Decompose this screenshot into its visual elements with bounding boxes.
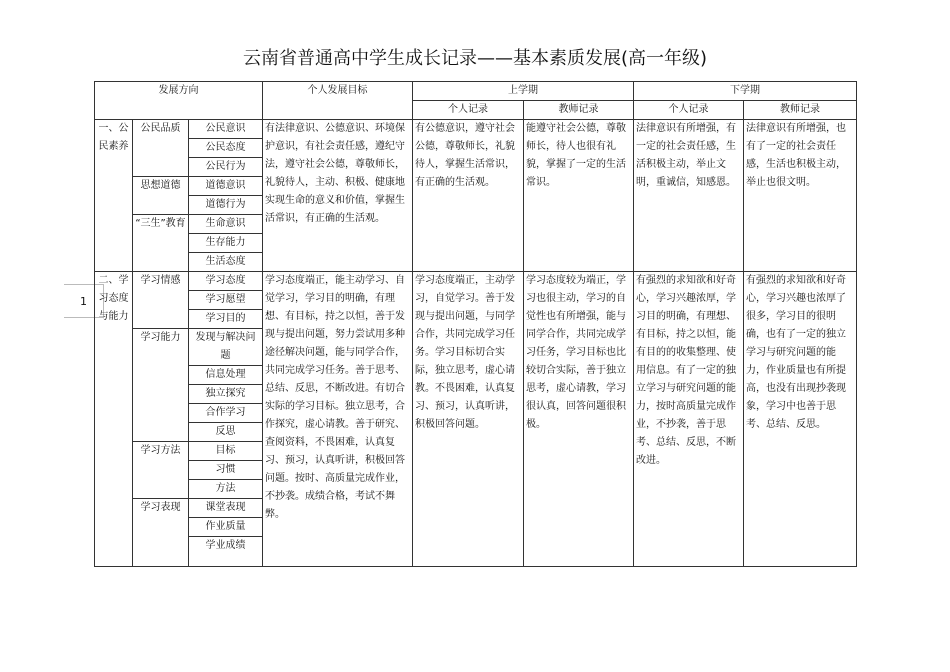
header-goal: 个人发展目标	[263, 82, 413, 120]
s1-teacher-record: 能遵守社会公德，尊敬师长，待人也很有礼貌，掌握了一定的生活常识。	[524, 120, 634, 272]
item-label: 独立探究	[189, 385, 263, 404]
item-label: 生存能力	[189, 234, 263, 253]
header-s1-teacher: 教师记录	[524, 101, 634, 120]
item-label: 学习态度	[189, 272, 263, 291]
item-label: 课堂表现	[189, 499, 263, 518]
item-label: 目标	[189, 442, 263, 461]
item-label: 道德意识	[189, 177, 263, 196]
item-label: 学业成绩	[189, 537, 263, 567]
item-label: 生命意识	[189, 215, 263, 234]
goal-text: 学习态度端正，能主动学习、自觉学习，学习目的明确，有理想、有目标，持之以恒，善于发现与提出问题，努力尝试用多种途径解决问题，能与同学合作，共同完成学习任务。善于思考、总结、反思，不断改进。有切合实际的学习目标。独立思考，合作探究，虚心请教。善于研究、查阅资料，不畏困难，认真复习、预习，认真听讲，积极回答问题。按时、高质量完成作业，不抄袭。成绩合格，考试不舞弊。	[263, 272, 413, 567]
sub-category: 学习表现	[133, 499, 189, 567]
header-semester-2: 下学期	[634, 82, 857, 101]
s1-personal-record: 学习态度端正，主动学习，自觉学习。善于发现与提出问题，与同学合作，共同完成学习任务。学习目标切合实际，独立思考，虚心请教。不畏困难，认真复习、预习，认真听讲，积极回答问题。	[413, 272, 524, 567]
header-s2-teacher: 教师记录	[744, 101, 857, 120]
sub-category: 思想道德	[133, 177, 189, 215]
s2-teacher-record: 法律意识有所增强，也有了一定的社会责任感，生活也积极主动，举止也很文明。	[744, 120, 857, 272]
sub-category: 学习情感	[133, 272, 189, 329]
item-label: 道德行为	[189, 196, 263, 215]
growth-record-table	[94, 81, 857, 567]
item-label: 公民行为	[189, 158, 263, 177]
sub-category: 公民品质	[133, 120, 189, 177]
item-label: 习惯	[189, 461, 263, 480]
item-label: 学习目的	[189, 310, 263, 329]
s1-teacher-record: 学习态度较为端正，学习也很主动，学习的自觉性也有所增强，能与同学合作，共同完成学习任务，学习目标也比较切合实际，善于独立思考，虚心请教，学习很认真，回答问题很积极。	[524, 272, 634, 567]
sub-category: 学习能力	[133, 329, 189, 442]
item-label: 信息处理	[189, 366, 263, 385]
goal-text: 有法律意识、公德意识、环境保护意识，有社会责任感，遵纪守法，遵守社会公德，尊敬师长，礼貌待人，主动、积极、健康地实现生命的意义和价值，掌握生活常识，有正确的生活观。	[263, 120, 413, 272]
header-s1-personal: 个人记录	[413, 101, 524, 120]
s2-personal-record: 法律意识有所增强，有一定的社会责任感，生活积极主动，举止文明，重诚信，知感恩。	[634, 120, 744, 272]
category-civic: 一、公民素养	[95, 120, 133, 272]
s1-personal-record: 有公德意识，遵守社会公德，尊敬师长，礼貌待人，掌握生活常识，有正确的生活观。	[413, 120, 524, 272]
header-s2-personal: 个人记录	[634, 101, 744, 120]
item-label: 反思	[189, 423, 263, 442]
page-title: 云南省普通高中学生成长记录——基本素质发展(高一年级)	[242, 48, 708, 69]
header-semester-1: 上学期	[413, 82, 634, 101]
header-direction: 发展方向	[95, 82, 263, 120]
item-label: 合作学习	[189, 404, 263, 423]
item-label: 作业质量	[189, 518, 263, 537]
item-label: 公民态度	[189, 139, 263, 158]
sub-category: 学习方法	[133, 442, 189, 499]
s2-personal-record: 有强烈的求知欲和好奇心，学习兴趣浓厚，学习目的明确，有理想、有目标，持之以恒，能有目的的收集整理、使用信息。有了一定的独立学习与研究问题的能力，按时高质量完成作业，不抄袭，善于思考、总结、反思，不断改进。	[634, 272, 744, 567]
sub-category: “三生”教育	[133, 215, 189, 272]
item-label: 生活态度	[189, 253, 263, 272]
page-number: 1	[64, 284, 104, 318]
s2-teacher-record: 有强烈的求知欲和好奇心，学习兴趣也浓厚了很多，学习目的很明确，也有了一定的独立学习与研究问题的能力，作业质量也有所提高，也没有出现抄袭现象，学习中也善于思考、总结、反思。	[744, 272, 857, 567]
item-label: 方法	[189, 480, 263, 499]
item-label: 公民意识	[189, 120, 263, 139]
item-label: 发现与解决问题	[189, 329, 263, 366]
item-label: 学习愿望	[189, 291, 263, 310]
category-learning: 二、学习态度与能力	[95, 272, 133, 567]
